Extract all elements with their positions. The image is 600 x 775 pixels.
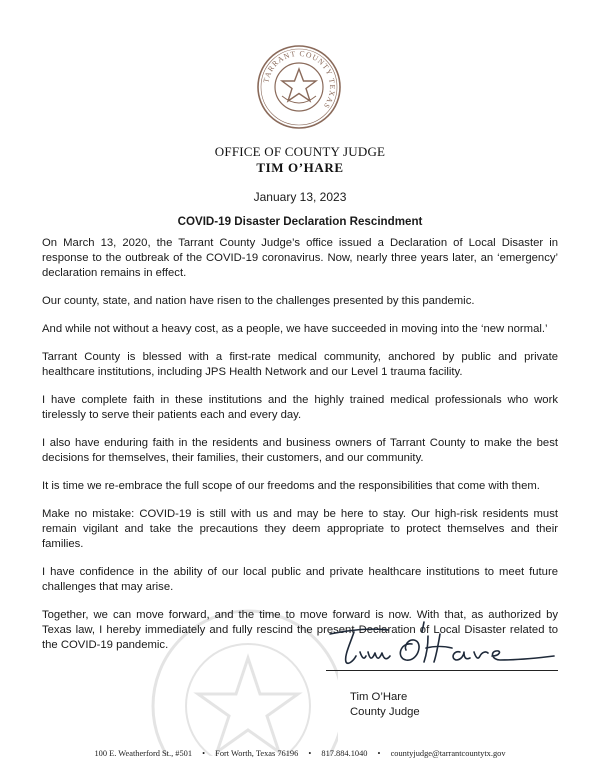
paragraph: Make no mistake: COVID-19 is still with us and may be here to stay. Our high-risk residents must remain vigilant and take the precautions they deem appropriate to protect themselves and their families. (42, 508, 558, 550)
paragraph: Our county, state, and nation have risen to the challenges presented by this pandemic. (42, 295, 475, 307)
footer-address: 100 E. Weatherford St., #501 (94, 749, 193, 758)
paragraph: Tarrant County is blessed with a first-rate medical community, anchored by public and private healthcare institutions, including JPS Health Network and our Level 1 trauma facility. (42, 351, 558, 378)
signature-line (326, 670, 558, 671)
handwritten-signature (320, 616, 558, 672)
letter-subject: COVID-19 Disaster Declaration Rescindment (177, 215, 423, 228)
footer-separator: • (377, 749, 381, 758)
footer-separator: • (202, 749, 206, 758)
signer-title: County Judge (350, 706, 420, 718)
letterhead-footer (0, 749, 600, 758)
footer-city: Fort Worth, Texas 76196 (215, 749, 299, 758)
footer-phone: 817.884.1040 (321, 749, 368, 758)
paragraph: And while not without a heavy cost, as a people, we have succeeded in moving into the ‘new normal.’ (42, 323, 548, 335)
paragraph: Together, we can move forward, and the time to move forward is now. With that, as authorized by Texas law, I hereby immediately and fully rescind the present Declaration of Local Disaster related to the COVID-19 pandemic. (42, 609, 558, 651)
paragraph: It is time we re-embrace the full scope of our freedoms and the responsibilities that come with them. (42, 480, 540, 492)
footer-email: countyjudge@tarrantcountytx.gov (390, 749, 506, 758)
star-seal-icon (282, 69, 316, 101)
paragraph: I also have enduring faith in the residents and business owners of Tarrant County to make the best decisions for themselves, their families, their customers, and our community. (42, 437, 558, 464)
letter-date: January 13, 2023 (253, 190, 347, 204)
svg-text:TARRANT COUNTY TEXAS: TARRANT COUNTY TEXAS (261, 48, 338, 111)
signer-name: Tim O’Hare (350, 691, 408, 703)
paragraph: I have confidence in the ability of our local public and private healthcare institutions to meet future challenges that may arise. (42, 566, 558, 593)
paragraph: On March 13, 2020, the Tarrant County Judge’s office issued a Declaration of Local Disaster in response to the outbreak of the COVID-19 coronavirus. Now, nearly three years later, an ‘emergency’ declaration remains in effect. (42, 237, 558, 279)
footer-separator: • (308, 749, 312, 758)
paragraph: I have complete faith in these institutions and the highly trained medical professionals who work tirelessly to serve their patients each and every day. (42, 394, 558, 421)
signer-block (350, 690, 420, 720)
office-title: OFFICE OF COUNTY JUDGE (214, 144, 386, 159)
letter-body (42, 236, 558, 666)
county-seal-icon (256, 44, 342, 130)
judge-name: TIM O’HARE (256, 160, 344, 175)
